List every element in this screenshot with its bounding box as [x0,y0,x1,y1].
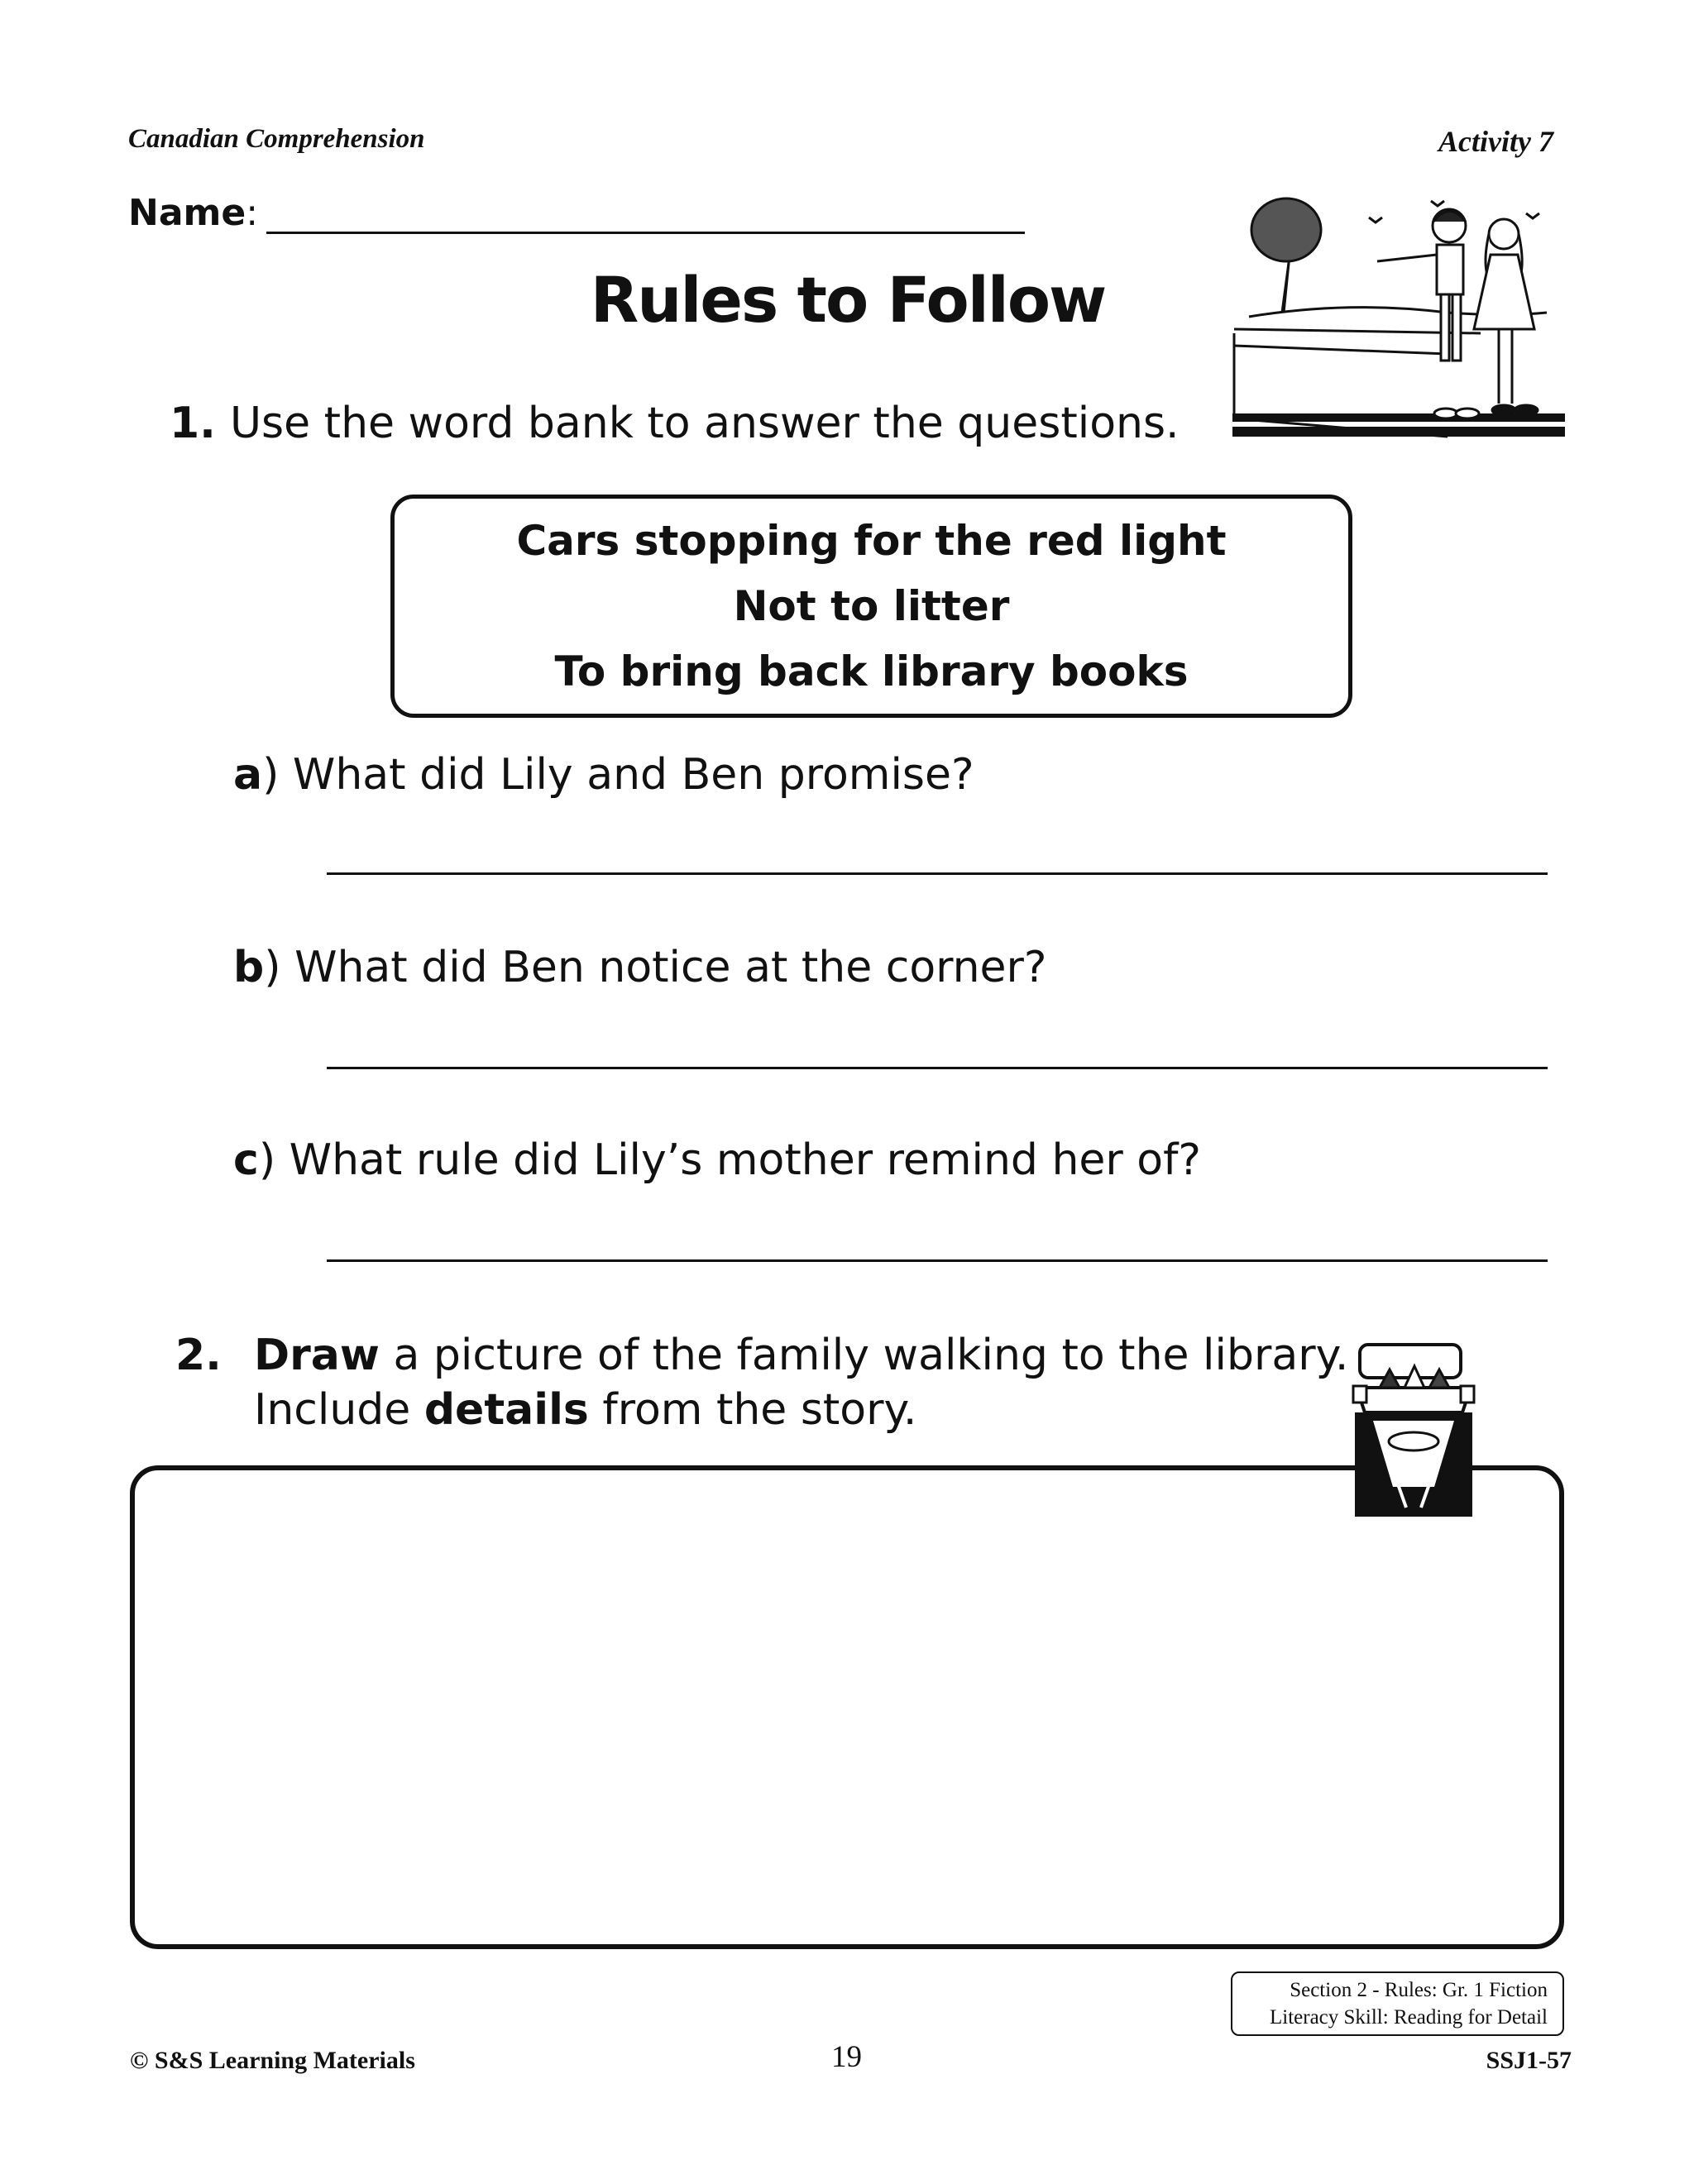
details-word: details [424,1385,589,1435]
skill-section: Section 2 - Rules: Gr. 1 Fiction [1290,1979,1548,2001]
question-2-number: 2. [175,1331,222,1380]
word-bank-item: Not to litter [733,581,1010,630]
subquestion-text: What did Lily and Ben promise? [292,750,974,800]
name-label: Name [128,192,246,234]
subquestion-letter: c [233,1135,259,1185]
question-1-number: 1. [170,399,216,448]
question-2-line1: a picture of the family walking to the library. [393,1331,1349,1380]
subquestion-a [233,750,974,800]
series-title: Canadian Comprehension [128,124,425,154]
subquestion-b [233,943,1047,992]
word-bank-item: To bring back library books [554,647,1189,695]
answer-line-c[interactable] [327,1259,1548,1262]
draw-word: Draw [254,1331,380,1380]
activity-label: Activity 7 [1438,125,1553,158]
page-number: 19 [831,2040,862,2074]
subquestion-letter: b [233,943,265,992]
subquestion-paren: ) [264,943,281,992]
word-bank-item: Cars stopping for the red light [516,516,1227,565]
question-2-include: Include [254,1385,411,1435]
subquestion-letter: a [233,750,263,800]
subquestion-text: What rule did Lily’s mother remind her of? [289,1135,1202,1185]
question-1-text: Use the word bank to answer the questions. [230,399,1180,448]
children-street-illustration [1232,189,1565,441]
word-bank [390,495,1352,718]
subquestion-c [233,1135,1201,1185]
name-field [128,192,1025,234]
skill-literacy: Literacy Skill: Reading for Detail [1269,2006,1548,2029]
drawing-box[interactable] [130,1465,1564,1949]
answer-line-a[interactable] [327,872,1548,875]
page-title: Rules to Follow [590,263,1106,337]
name-colon: : [246,192,259,234]
question-2 [175,1328,1348,1437]
subquestion-text: What did Ben notice at the corner? [294,943,1047,992]
skill-info-box [1231,1971,1564,2036]
name-input-line[interactable] [266,202,1025,234]
copyright: © S&S Learning Materials [130,2047,415,2074]
answer-line-b[interactable] [327,1067,1548,1069]
crayon-box-icon [1348,1338,1479,1517]
subquestion-paren: ) [258,1135,276,1185]
subquestion-paren: ) [262,750,280,800]
question-2-line2-end: from the story. [602,1385,917,1435]
question-1 [170,399,1180,448]
product-code: SSJ1-57 [1486,2047,1572,2074]
